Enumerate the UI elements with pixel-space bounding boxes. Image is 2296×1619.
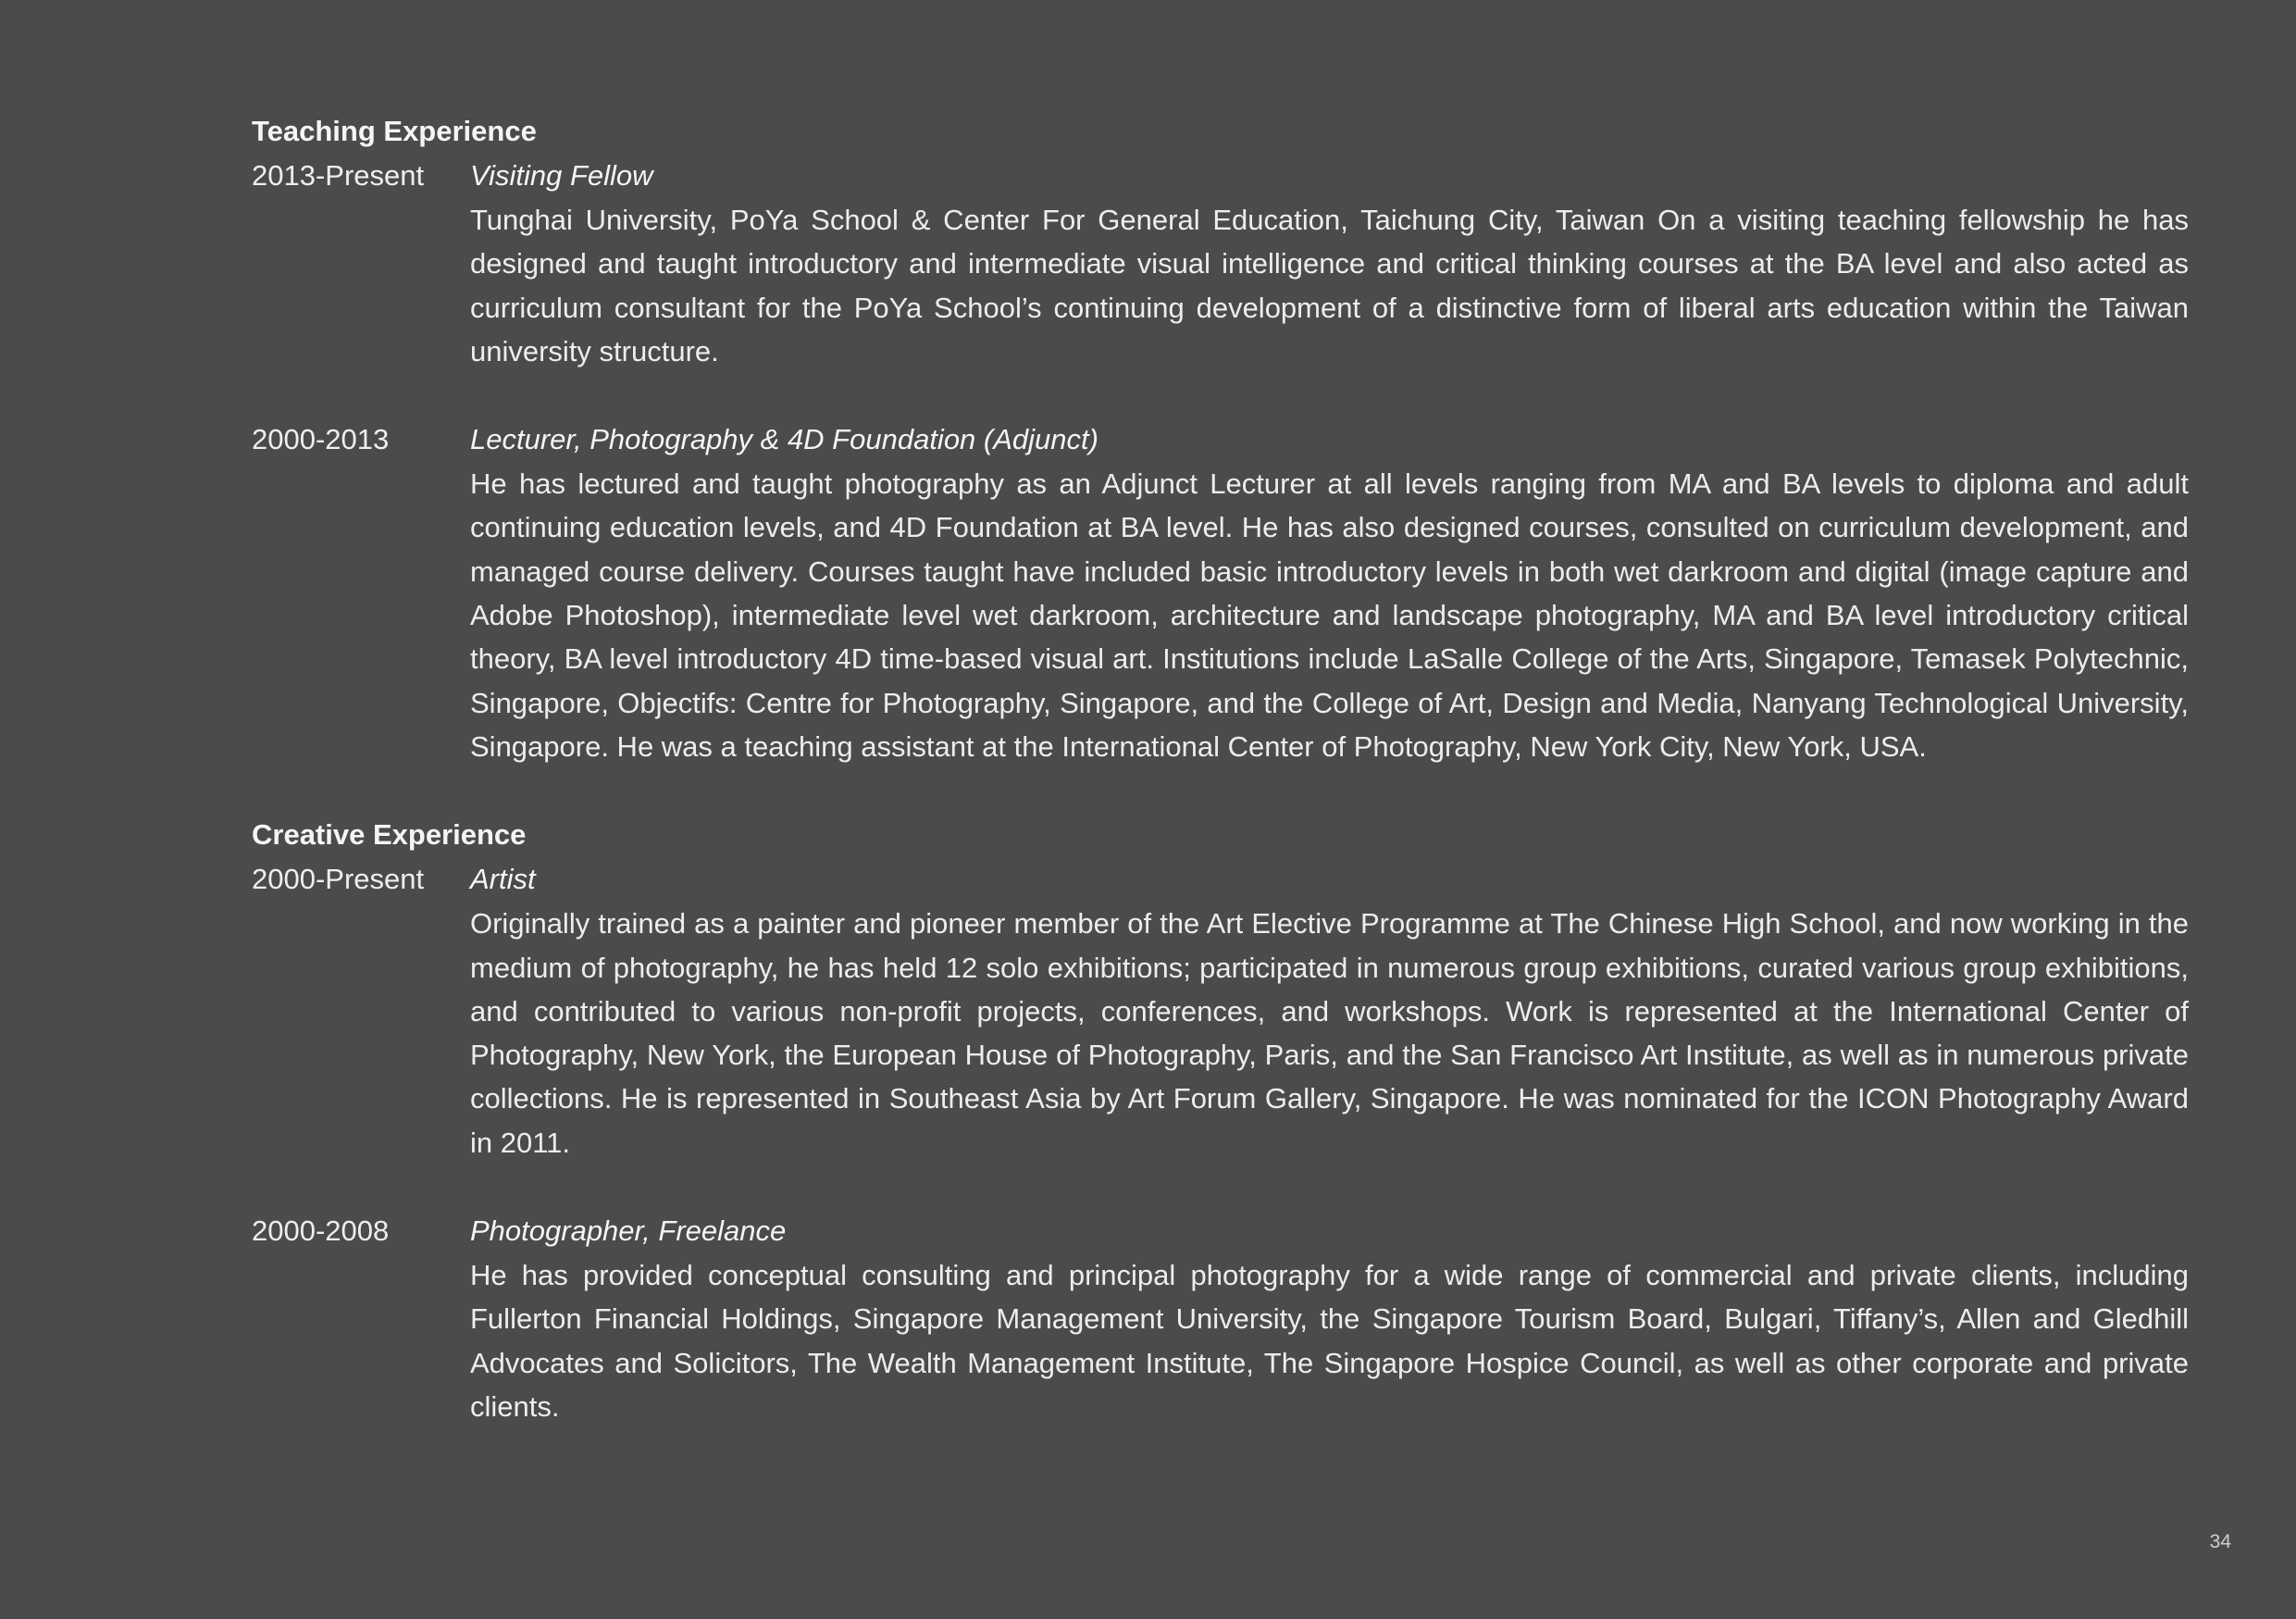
entry-photographer (252, 1209, 2189, 1428)
entry-role: Lecturer, Photography & 4D Foundation (Adjunct) (470, 423, 1098, 456)
entry-years: 2013-Present (252, 159, 425, 192)
entry-years: 2000-Present (252, 863, 425, 896)
entry-role: Visiting Fellow (470, 159, 653, 192)
entry-description: He has provided conceptual consulting and principal photography for a wide range of commercial and private clients, including Fullerton Financial Holdings, Singapore Management University, the Singapore Tourism Board, Bulgari, Tiffany’s, Allen and Gledhill Advocates and Solicitors, The Wealth Management Institute, The Singapore Hospice Council, as well as other corporate and private clients. (470, 1259, 2189, 1423)
entry-description: Originally trained as a painter and pioneer member of the Art Elective Programme at The Chinese High School, and now working in the medium of photography, he has held 12 solo exhibitions; participated in numerous group exhibitions, curated various group exhibitions, and contributed to various non-profit projects, conferences, and workshops. Work is represented at the International Center of Photography, New York, the European House of Photography, Paris, and the San Francisco Art Institute, as well as in numerous private collections. He is represented in Southeast Asia by Art Forum Gallery, Singapore. He was nominated for the ICON Photography Award in 2011. (470, 907, 2189, 1159)
entry-header (252, 857, 2189, 902)
cv-page (252, 109, 2189, 1428)
entry-lecturer (252, 417, 2189, 768)
creative-experience-section (252, 813, 2189, 1428)
entry-role: Photographer, Freelance (470, 1214, 787, 1248)
spacer (252, 768, 2189, 813)
page-number: 34 (2209, 1531, 2231, 1552)
entry-header (252, 154, 2189, 198)
spacer (252, 1164, 2189, 1209)
section-title-creative: Creative Experience (252, 818, 527, 852)
entry-years: 2000-2008 (252, 1214, 390, 1248)
entry-header (252, 417, 2189, 462)
entry-role: Artist (470, 863, 536, 896)
entry-artist (252, 857, 2189, 1164)
entry-description: He has lectured and taught photography as an Adjunct Lecturer at all levels ranging from MA and BA levels to diploma and adult continuing education levels, and 4D Foundation at BA level. He has also designed courses, consulted on curriculum development, and managed course delivery. Courses taught have included basic introductory levels in both wet darkroom and digital (image capture and Adobe Photoshop), intermediate level wet darkroom, architecture and landscape photography, MA and BA level introductory critical theory, BA level introductory 4D time-based visual art. Institutions include LaSalle College of the Arts, Singapore, Temasek Polytechnic, Singapore, Objectifs: Centre for Photography, Singapore, and the College of Art, Design and Media, Nanyang Technological University, Singapore. He was a teaching assistant at the International Center of Photography, New York City, New York, USA. (470, 467, 2189, 763)
teaching-experience-section (252, 109, 2189, 768)
entry-years: 2000-2013 (252, 423, 390, 456)
section-title-teaching: Teaching Experience (252, 115, 537, 147)
entry-visiting-fellow (252, 154, 2189, 373)
spacer (252, 373, 2189, 417)
entry-description: Tunghai University, PoYa School & Center For General Education, Taichung City, Taiwan On a visiting teaching fellowship he has designed and taught introductory and intermediate visual intelligence and critical thinking courses at the BA level and also acted as curriculum consultant for the PoYa School’s continuing development of a distinctive form of liberal arts education within the Taiwan university structure. (470, 204, 2189, 367)
entry-header (252, 1209, 2189, 1253)
